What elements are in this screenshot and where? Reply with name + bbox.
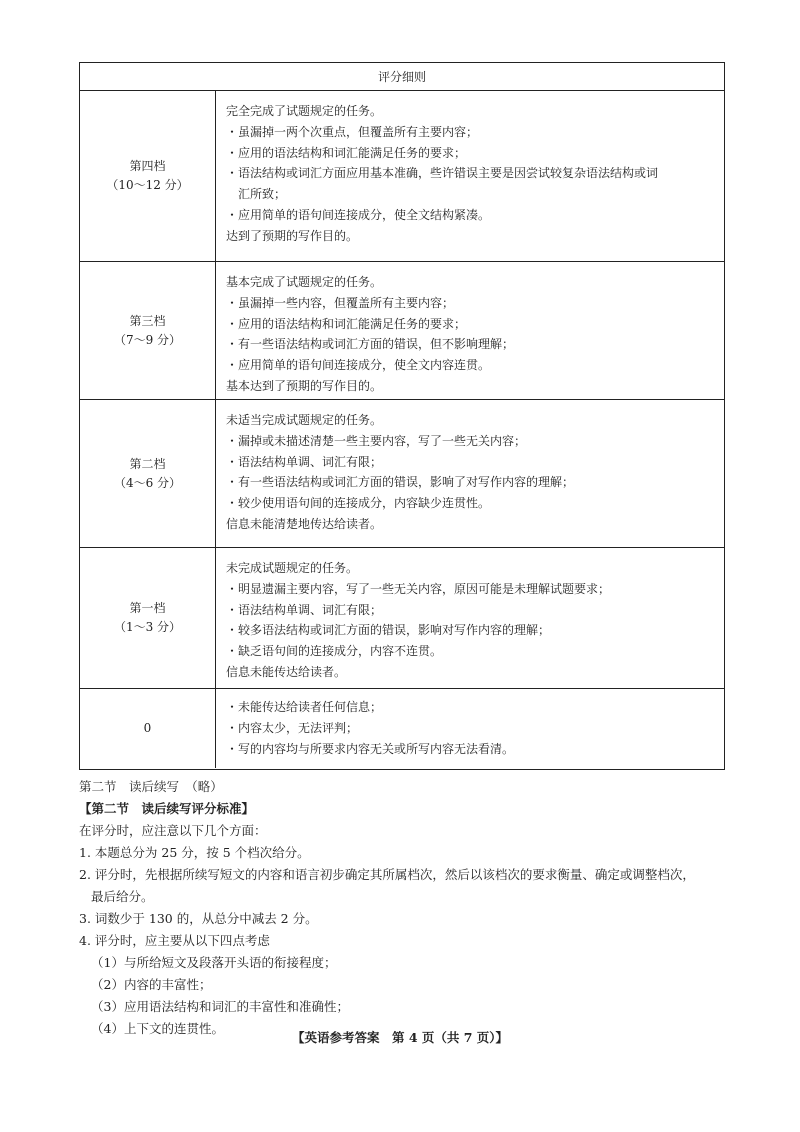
criteria-line: ・有一些语法结构或词汇方面的错误，影响了对写作内容的理解； [226,475,575,490]
criteria-cell [216,262,724,399]
standard-title: 【第二节 读后续写评分标准】 [79,801,255,816]
level-range: （7～9 分） [113,332,182,347]
level-cell [80,400,216,547]
criteria-line: ・明显遗漏主要内容，写了一些无关内容，原因可能是未理解试题要求； [226,581,611,596]
level-name: 第一档 [129,601,166,615]
criteria-cell [216,400,724,547]
table-row [80,262,724,400]
criteria-line: ・应用的语法结构和词汇能满足任务的要求； [226,316,467,331]
page-footer: 【英语参考答案 第 4 页（共 7 页）】 [291,1030,509,1045]
criteria-line: ・有一些语法结构或词汇方面的错误，但不影响理解； [226,337,515,352]
level-name: 第二档 [129,456,166,471]
sub-item: （4）上下文的连贯性。 [91,1021,224,1036]
sub-item: （3）应用语法结构和词汇的丰富性和准确性； [91,999,349,1014]
criteria-line: 信息未能清楚地传达给读者。 [226,516,383,531]
criteria-line: 信息未能传达给读者。 [226,664,347,679]
level-cell [80,548,216,688]
level-cell [80,91,216,261]
criteria-line: ・语法结构单调、词汇有限； [226,602,383,617]
list-item: 3. 词数少于 130 的，从总分中减去 2 分。 [79,911,318,926]
criteria-line: 汇所致； [238,187,287,202]
criteria-cell [216,91,724,261]
criteria-line: 未适当完成试题规定的任务。 [226,413,383,427]
list-item-continuation: 最后给分。 [91,889,154,904]
criteria-line: 达到了预期的写作目的。 [226,228,359,243]
table-header: 评分细则 [80,63,724,91]
criteria-line: ・语法结构单调、词汇有限； [226,454,383,469]
criteria-cell [216,689,724,768]
criteria-line: 基本达到了预期的写作目的。 [226,378,383,393]
table-row [80,91,724,262]
table-row [80,689,724,768]
criteria-line: ・应用的语法结构和词汇能满足任务的要求； [226,145,467,160]
criteria-line: 未完成试题规定的任务。 [226,561,359,575]
criteria-line: ・应用简单的语句间连接成分，使全文结构紧凑。 [226,207,491,222]
scoring-notes [79,776,725,1040]
criteria-line: ・写的内容均与所要求内容无关或所写内容无法看清。 [226,741,515,756]
level-range: （1～3 分） [113,620,182,634]
criteria-line: ・语法结构或词汇方面应用基本准确，些许错误主要是因尝试较复杂语法结构或词 [226,166,659,181]
level-name: 第四档 [129,159,166,173]
criteria-line: ・应用简单的语句间连接成分，使全文内容连贯。 [226,358,491,373]
criteria-line: 基本完成了试题规定的任务。 [226,275,383,289]
section-note: 第二节 读后续写 （略） [79,779,223,794]
level-name: 第三档 [129,313,166,328]
level-cell [80,262,216,399]
sub-item: （1）与所给短文及段落开头语的衔接程度； [91,955,337,970]
table-row [80,400,724,548]
criteria-line: ・较多语法结构或词汇方面的错误，影响对写作内容的理解； [226,623,551,638]
sub-item: （2）内容的丰富性； [91,977,212,992]
intro-text: 在评分时，应注意以下几个方面： [79,823,267,838]
level-range: （4～6 分） [113,475,182,490]
criteria-line: ・虽漏掉一两个次重点，但覆盖所有主要内容； [226,124,479,139]
criteria-line: ・虽漏掉一些内容，但覆盖所有主要内容； [226,295,455,310]
table-row [80,548,724,689]
criteria-line: 完全完成了试题规定的任务。 [226,104,383,118]
criteria-line: ・漏掉或未描述清楚一些主要内容，写了一些无关内容； [226,433,527,448]
criteria-line: ・缺乏语句间的连接成分，内容不连贯。 [226,644,443,659]
criteria-line: ・未能传达给读者任何信息； [226,700,383,714]
criteria-line: ・较少使用语句间的连接成分，内容缺少连贯性。 [226,496,491,511]
list-item: 1. 本题总分为 25 分，按 5 个档次给分。 [79,845,310,860]
criteria-line: ・内容太少，无法评判； [226,720,359,735]
scoring-table [79,62,725,770]
list-item: 2. 评分时，先根据所续写短文的内容和语言初步确定其所属档次，然后以该档次的要求衡量、确定或调整档次， [79,867,695,882]
level-name: 0 [143,721,152,735]
level-range: （10～12 分） [106,178,189,192]
list-item: 4. 评分时，应主要从以下四点考虑 [79,933,270,948]
level-cell [80,689,216,768]
criteria-cell [216,548,724,688]
